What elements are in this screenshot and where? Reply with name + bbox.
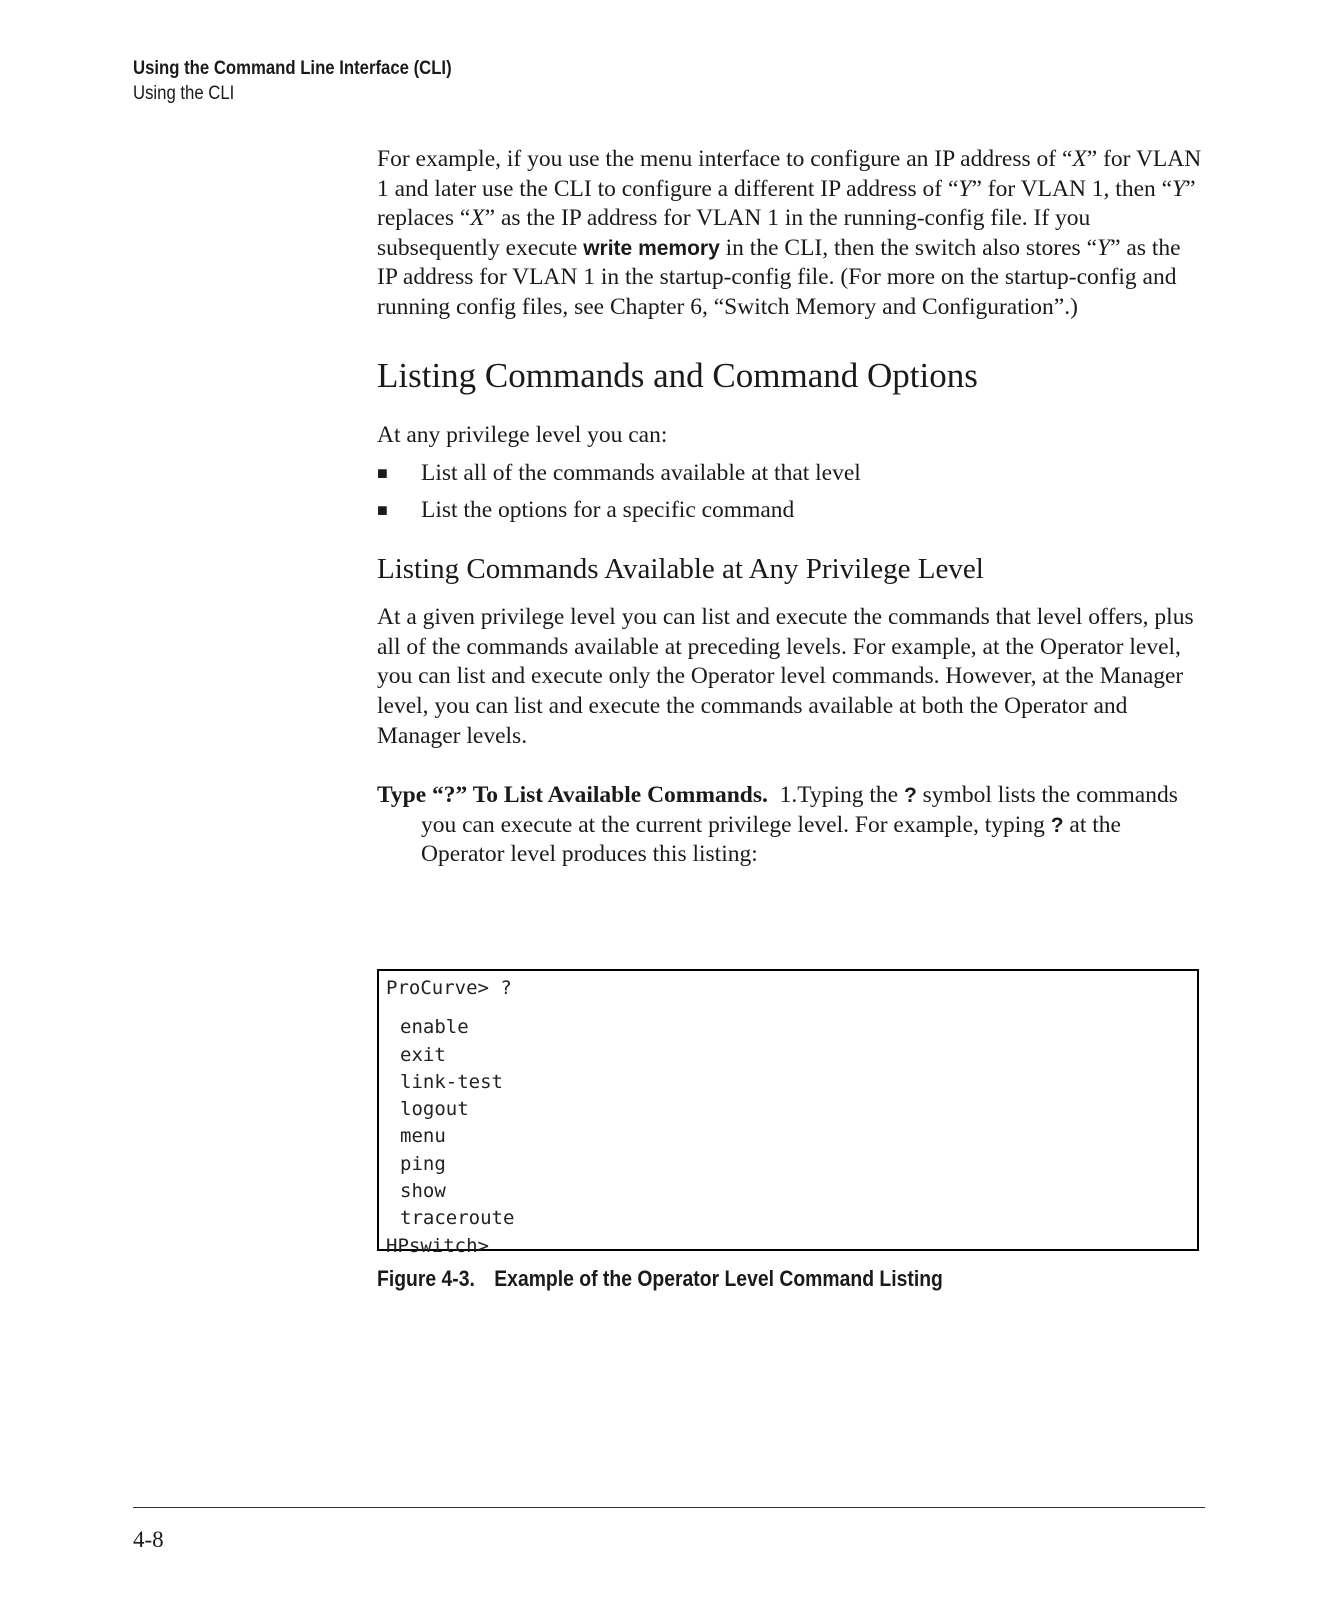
terminal-prompt: ProCurve> ? <box>386 977 512 999</box>
list-item: ■ List all of the commands available at that level <box>377 455 1205 492</box>
intro-paragraph: For example, if you use the menu interface to configure an IP address of “X” for VLAN 1 and later use the CLI to configure a different IP address of “Y” for VLAN 1, then “Y” replaces “X” as the IP address for VLAN 1 in the running-config file. If you subsequently execute write memory in the CLI, then the switch also stores “Y” as the IP address for VLAN 1 in the startup-config file. (For more on the startup-config and running config files, see Chapter 6, “Switch Memory and Configuration”.) <box>377 146 1202 320</box>
figure-label: Figure 4-3. <box>377 1266 475 1291</box>
italic-y: Y <box>1097 234 1111 261</box>
section-intro: At any privilege level you can: <box>377 421 668 448</box>
question-symbol: ? <box>903 784 917 808</box>
page-number: 4-8 <box>133 1527 164 1552</box>
bullet-list <box>377 455 1205 529</box>
terminal-command: exit <box>400 1043 446 1066</box>
terminal-command: enable <box>400 1016 469 1039</box>
section-heading: Listing Commands and Command Options <box>377 355 978 395</box>
terminal-command: show <box>400 1180 446 1203</box>
header-title: Using the Command Line Interface (CLI) <box>133 58 452 79</box>
terminal-command: menu <box>400 1125 446 1148</box>
main-content <box>377 145 1205 870</box>
terminal-command: link-test <box>400 1070 503 1093</box>
subsection-heading: Listing Commands Available at Any Privilege Level <box>377 553 984 586</box>
italic-x: X <box>1072 146 1087 172</box>
run-in-heading: Type “?” To List Available Commands. <box>377 782 768 809</box>
terminal-command: logout <box>400 1098 469 1121</box>
type-question-paragraph: Type “?” To List Available Commands. 1.Typing the ? symbol lists the commands you can execute at the current privilege level. For example, typing ? at the Operator level produces this listing: <box>377 782 1178 868</box>
italic-y: Y <box>958 175 972 202</box>
bullet-square-icon: ■ <box>377 463 388 484</box>
italic-x: X <box>470 205 485 232</box>
bullet-square-icon: ■ <box>377 500 388 521</box>
terminal-listing <box>377 969 1199 1257</box>
terminal-command: ping <box>400 1152 446 1175</box>
figure-caption <box>377 1266 943 1292</box>
list-item: ■ List the options for a specific command <box>377 492 1205 529</box>
terminal-end-prompt: HPswitch> <box>386 1234 489 1257</box>
italic-y: Y <box>1172 175 1186 202</box>
figure-title: Example of the Operator Level Command Listing <box>494 1266 943 1291</box>
write-memory-command: write memory <box>583 236 720 260</box>
terminal-command: traceroute <box>400 1207 515 1230</box>
running-header <box>133 56 495 106</box>
privilege-paragraph: At a given privilege level you can list and execute the commands that level offers, plus all of the commands available at preceding levels. For example, at the Operator level, you can list and execute only the Operator level commands. However, at the Manager level, you can list and execute the commands available at both the Operator and Manager levels. <box>377 604 1194 749</box>
footer-divider <box>133 1507 1205 1508</box>
question-symbol: ? <box>1050 813 1064 837</box>
header-subtitle: Using the CLI <box>133 83 235 104</box>
